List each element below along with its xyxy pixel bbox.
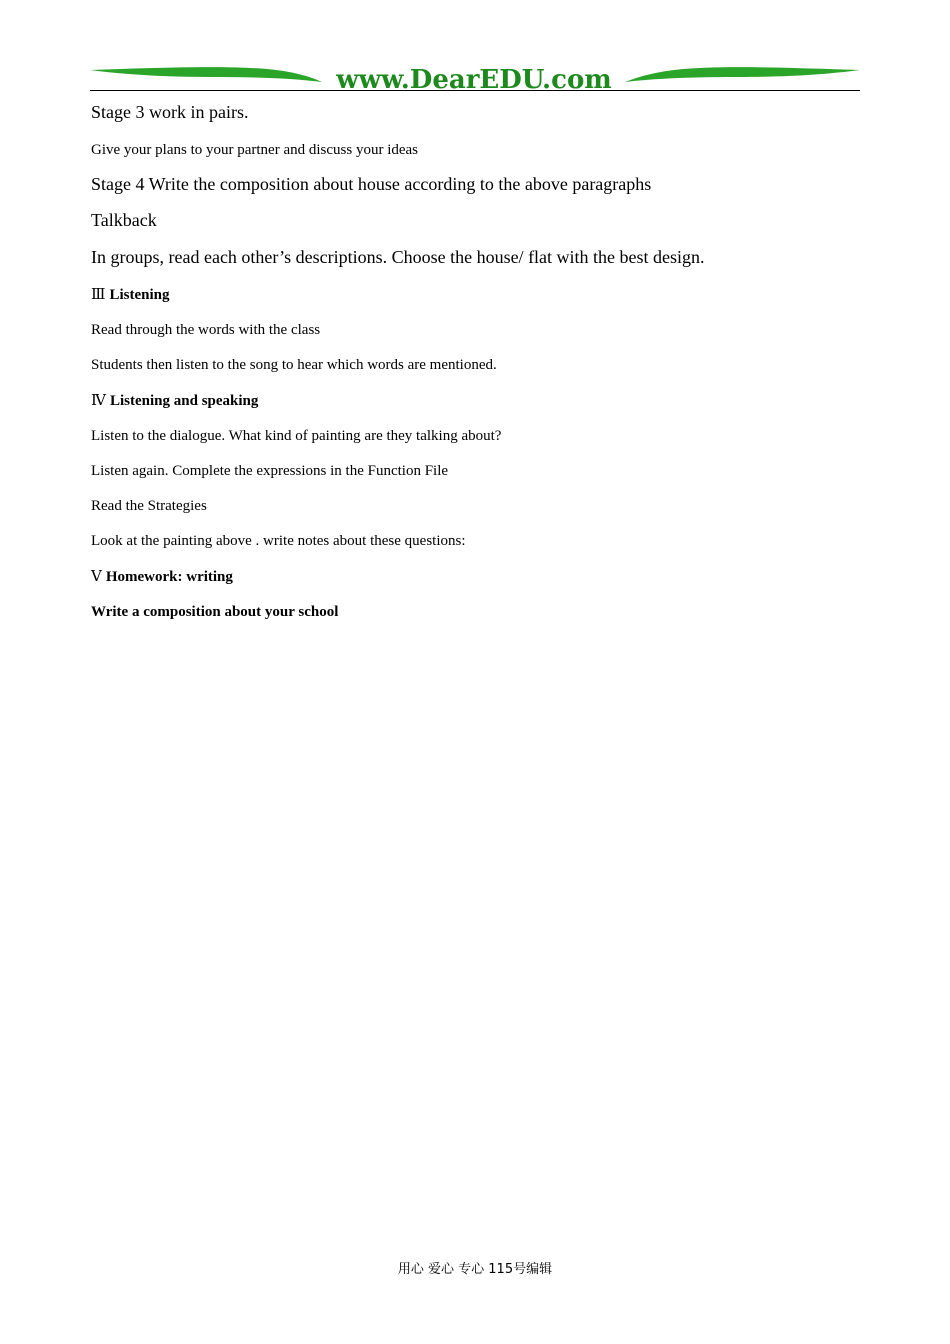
section3-line1: Read through the words with the class <box>91 322 321 338</box>
section4-line1: Listen to the dialogue. What kind of painting are they talking about? <box>91 428 502 444</box>
section5-line1: Write a composition about your school <box>91 604 339 620</box>
talkback-detail: In groups, read each other’s descriptions. Choose the house/ flat with the best design. <box>91 247 705 267</box>
stage3-detail: Give your plans to your partner and discuss your ideas <box>91 142 419 158</box>
section5-numeral: Ⅴ <box>91 569 102 585</box>
section4-line2: Listen again. Complete the expressions in the Function File <box>91 463 449 479</box>
section4-line3: Read the Strategies <box>91 498 207 514</box>
stage3-heading: Stage 3 work in pairs. <box>91 102 249 122</box>
section5-title: Homework: writing <box>105 569 233 585</box>
section3-title: Listening <box>109 287 170 303</box>
section4-title: Listening and speaking <box>110 393 259 409</box>
talkback-heading: Talkback <box>91 210 157 230</box>
header-divider <box>90 90 860 91</box>
section3-numeral: Ⅲ <box>91 287 106 303</box>
section4-heading <box>91 392 258 410</box>
stage4-heading: Stage 4 Write the composition about house according to the above paragraphs <box>91 174 652 194</box>
section4-line4: Look at the painting above . write notes about these questions: <box>91 533 466 549</box>
section5-heading <box>91 568 233 586</box>
header-logo-banner <box>90 62 860 92</box>
logo-text: www.DearEDU.com <box>336 65 612 92</box>
page-footer: 用心 爱心 专心 115号编辑 <box>397 1262 553 1277</box>
logo-swoosh-icon <box>90 62 860 92</box>
section3-line2: Students then listen to the song to hear which words are mentioned. <box>91 357 497 373</box>
section4-numeral: Ⅳ <box>91 393 106 409</box>
section3-heading <box>91 286 169 304</box>
